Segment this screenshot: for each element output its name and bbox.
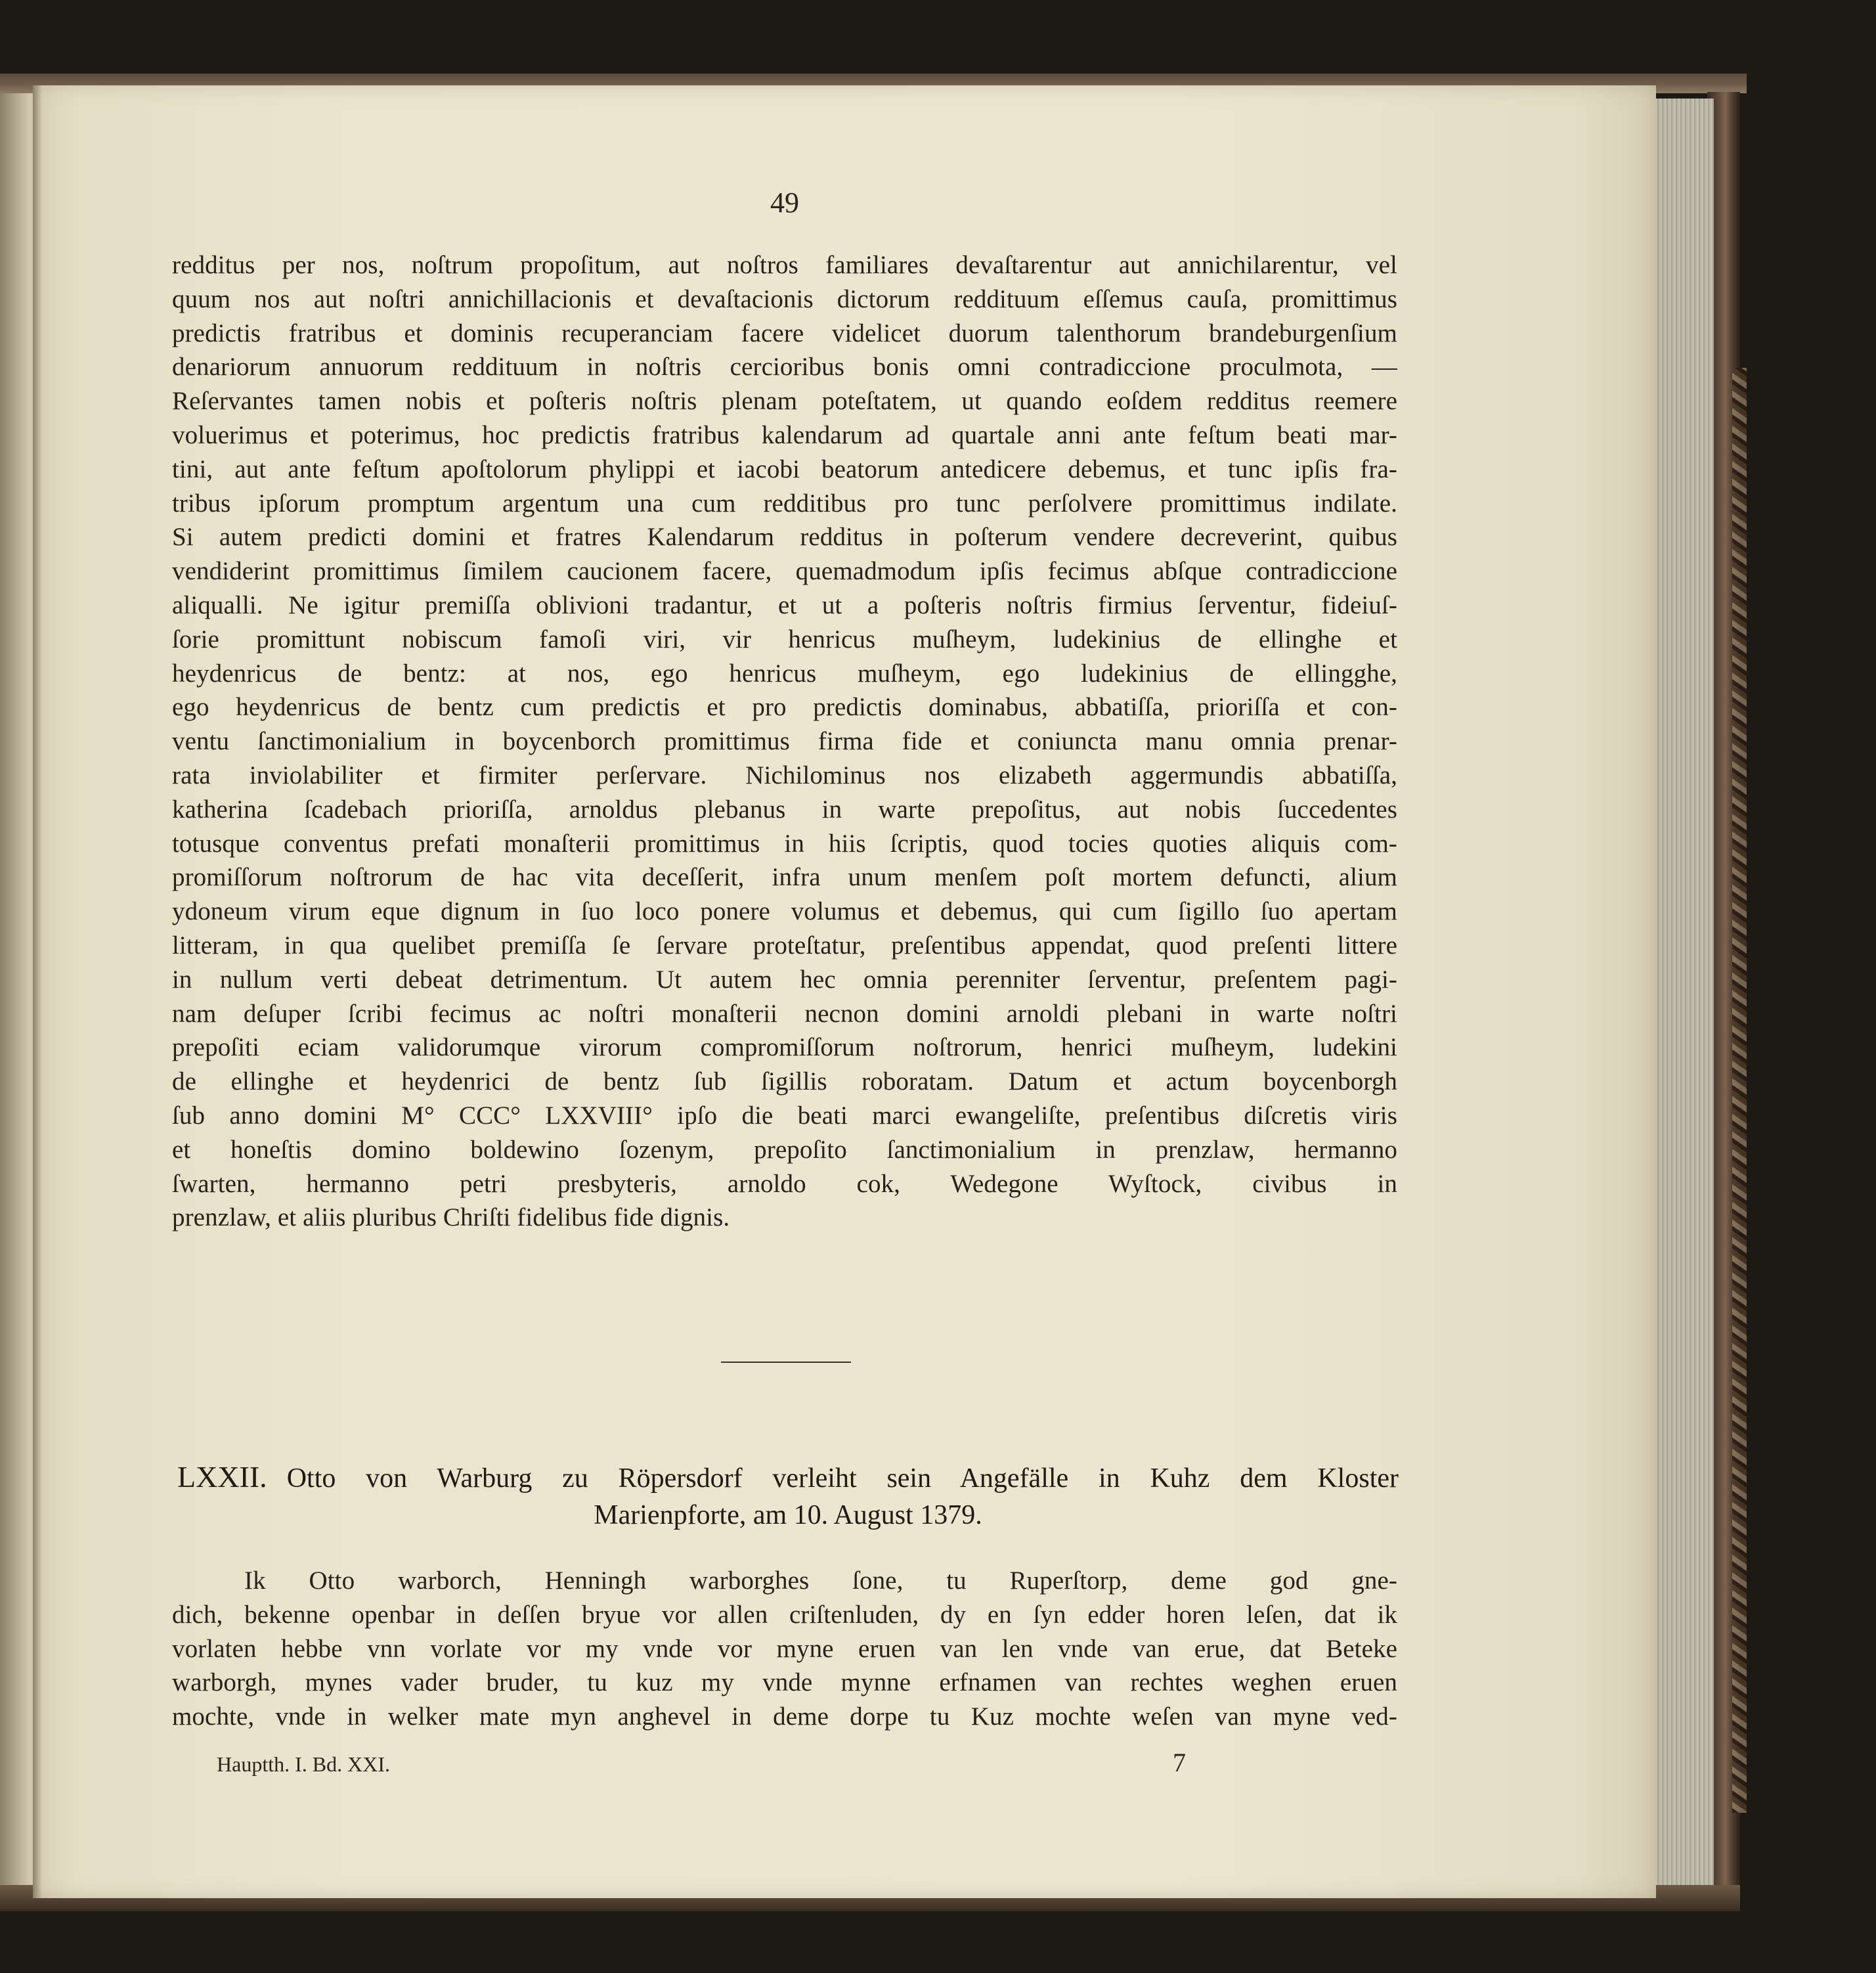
text-line: vorlaten hebbe vnn vorlate vor my vnde vor myne eruen van len vnde van erue, dat Beteke (172, 1634, 1397, 1663)
text-line: Reſervantes tamen nobis et poſteris noſtris plenam poteſtatem, ut quando eoſdem redditus reemere (172, 387, 1397, 416)
text-line: ſorie promittunt nobiscum famoſi viri, vir henricus muſheym, ludekinius de ellinghe et (172, 625, 1397, 654)
text-line: litteram, in qua quelibet premiſſa ſe ſervare proteſtatur, preſentibus appendat, quod preſenti littere (172, 931, 1397, 960)
sheet-number: 7 (1173, 1748, 1186, 1777)
text-line: predictis fratribus et dominis recuperanciam facere videlicet duorum talenthorum brandeburgenſium (172, 319, 1397, 347)
text-line: prepoſiti eciam validorumque virorum compromiſſorum noſtrorum, henrici muſheym, ludekini (172, 1033, 1397, 1062)
text-line: totusque conventus prefati monaſterii promittimus in hiis ſcriptis, quod tocies quoties aliquis com- (172, 829, 1397, 858)
text-line: katherina ſcadebach prioriſſa, arnoldus plebanus in warte prepoſitus, aut nobis ſuccedentes (172, 795, 1397, 824)
text-line: de ellinghe et heydenrici de bentz ſub ſigillis roboratam. Datum et actum boycenborgh (172, 1067, 1397, 1096)
text-line: tini, aut ante feſtum apoſtolorum phylippi et iacobi beatorum antedicere debemus, et tunc ipſis fra- (172, 454, 1397, 483)
text-line: mochte, vnde in welker mate myn anghevel in deme dorpe tu Kuz mochte weſen van myne ved- (172, 1702, 1397, 1731)
text-line: heydenricus de bentz: at nos, ego henricus muſheym, ego ludekinius de ellingghe, (172, 659, 1397, 688)
section-divider (721, 1362, 851, 1363)
page-block-edges (1655, 99, 1714, 1905)
text-line: voluerimus et poterimus, hoc predictis fratribus kalendarum ad quartale anni ante feſtum beati mar- (172, 420, 1397, 449)
text-line: ydoneum virum eque dignum in ſuo loco ponere volumus et debemus, qui cum ſigillo ſuo apertam (172, 897, 1397, 926)
text-line: aliqualli. Ne igitur premiſſa oblivioni tradantur, et ut a poſteris noſtris firmius ſerventur, fideiuſ- (172, 590, 1397, 619)
text-line: ſwarten, hermanno petri presbyteris, arnoldo cok, Wedegone Wyſtock, civibus in (172, 1169, 1397, 1198)
charter-text-continued (172, 248, 1397, 1235)
text-line: redditus per nos, noſtrum propoſitum, aut noſtros familiares devaſtarentur aut annichilarentur, vel (172, 251, 1397, 279)
heading-line-2: Marienpforte, am 10. August 1379. (594, 1500, 982, 1530)
marbled-cover-edge (1732, 368, 1747, 1813)
text-line: rata inviolabiliter et firmiter perſervare. Nichilominus nos elizabeth aggermundis abbatiſſa, (172, 761, 1397, 789)
text-line: ventu ſanctimonialium in boycenborch promittimus firma fide et coniuncta manu omnia prenar- (172, 727, 1397, 756)
document-heading (177, 1458, 1399, 1534)
page-number: 49 (770, 187, 799, 219)
heading-title: Otto von Warburg zu Röpersdorf verleiht sein Angefälle in Kuhz dem Kloster (286, 1463, 1399, 1494)
page-gutter (33, 85, 42, 1898)
text-line: quum nos aut noſtri annichillacionis et devaſtacionis dictorum reddituum eſſemus cauſa, promittimus (172, 284, 1397, 313)
text-line: in nullum verti debeat detrimentum. Ut autem hec omnia perenniter ſerventur, preſentem pagi- (172, 965, 1397, 994)
text-line: Si autem predicti domini et fratres Kalendarum redditus in poſterum vendere decreverint, quibus (172, 523, 1397, 552)
document-numeral: LXXII. (177, 1460, 267, 1494)
text-line: et honeſtis domino boldewino ſozenym, prepoſito ſanctimonialium in prenzlaw, hermanno (172, 1135, 1397, 1164)
text-line: dich, bekenne openbar in deſſen bryue vor allen criſtenluden, dy en ſyn edder horen leſen, dat ik (172, 1600, 1397, 1629)
heading-line-1 (177, 1458, 1399, 1496)
text-line: nam deſuper ſcribi fecimus ac noſtri monaſterii necnon domini arnoldi plebani in warte noſtri (172, 999, 1397, 1028)
text-line: vendiderint promittimus ſimilem caucionem facere, quemadmodum ipſis fecimus abſque contradiccione (172, 557, 1397, 586)
charter-text (172, 1564, 1397, 1734)
printer-signature: Hauptth. I. Bd. XXI. (217, 1752, 390, 1776)
text-line: ego heydenricus de bentz cum predictis et pro predictis dominabus, abbatiſſa, prioriſſa et con- (172, 693, 1397, 722)
text-line: warborgh, mynes vader bruder, tu kuz my vnde mynne erfnamen van rechtes weghen eruen (172, 1668, 1397, 1697)
text-line: Ik Otto warborch, Henningh warborghes ſone, tu Ruperſtorp, deme god gne- (244, 1566, 1397, 1595)
text-line: prenzlaw, et aliis pluribus Chriſti fidelibus fide dignis. (172, 1203, 730, 1232)
text-line: tribus ipſorum promptum argentum una cum redditibus pro tunc perſolvere promittimus indilate. (172, 489, 1397, 518)
text-line: promiſſorum noſtrorum de hac vita deceſſerit, infra unum menſem poſt mortem defuncti, alium (172, 863, 1397, 892)
text-line: ſub anno domini M° CCC° LXXVIII° ipſo die beati marci ewangeliſte, preſentibus diſcretis viris (172, 1101, 1397, 1130)
text-line: denariorum annuorum reddituum in noſtris cercioribus bonis omni contradiccione proculmota, — (172, 353, 1397, 382)
